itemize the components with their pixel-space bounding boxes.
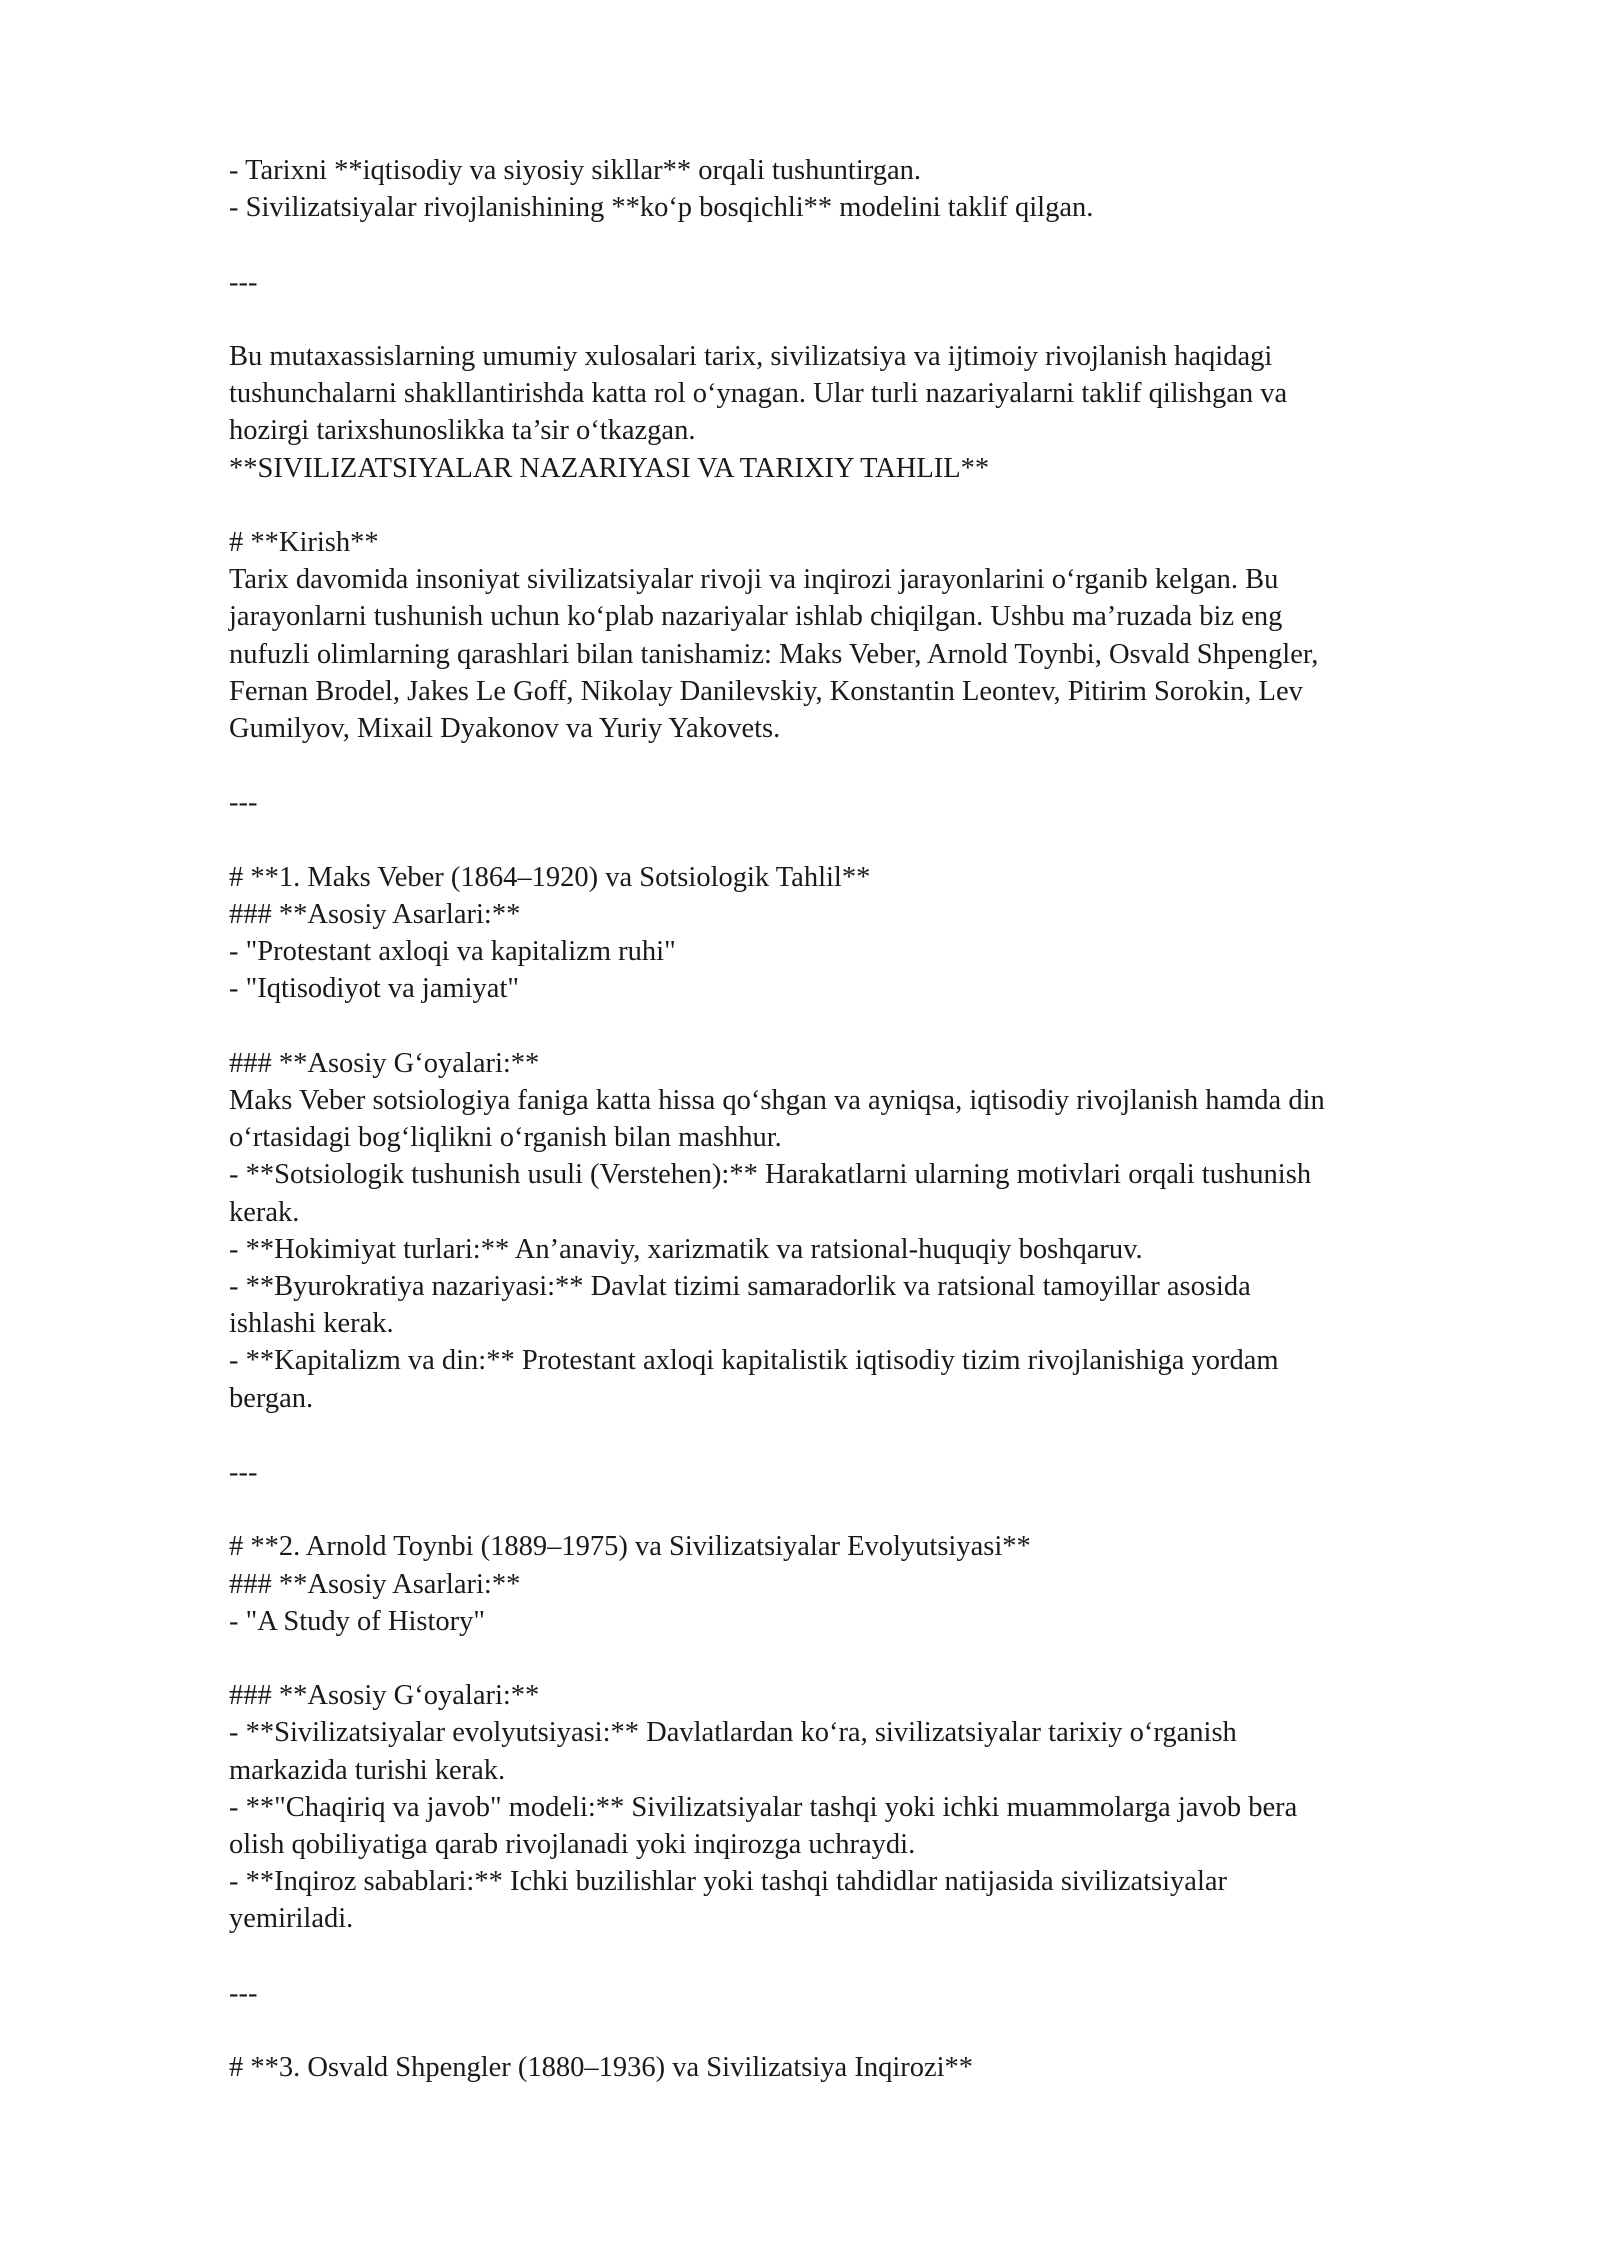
text-line: - "A Study of History" bbox=[229, 1605, 486, 1637]
text-line: - "Protestant axloqi va kapitalizm ruhi" bbox=[229, 936, 676, 968]
text-line: markazida turishi kerak. bbox=[229, 1754, 506, 1786]
text-line: **SIVILIZATSIYALAR NAZARIYASI VA TARIXIY TAHLIL** bbox=[229, 452, 990, 484]
blank-line bbox=[229, 487, 1519, 524]
text-line: ishlashi kerak. bbox=[229, 1308, 394, 1340]
blank-line bbox=[229, 1008, 1519, 1045]
blank-line bbox=[229, 747, 1519, 784]
text-line: --- bbox=[229, 787, 258, 819]
blank-line bbox=[229, 1640, 1519, 1677]
text-line: - **Hokimiyat turlari:** An’anaviy, xarizmatik va ratsional-huquqiy boshqaruv. bbox=[229, 1233, 1143, 1265]
text-line: - **Sotsiologik tushunish usuli (Verstehen):** Harakatlarni ularning motivlari orqali tushunish bbox=[229, 1159, 1312, 1191]
text-line: - **Inqiroz sabablari:** Ichki buzilishlar yoki tashqi tahdidlar natijasida sivilizatsiyalar bbox=[229, 1866, 1228, 1898]
blank-line bbox=[229, 1938, 1519, 1975]
text-line: Maks Veber sotsiologiya faniga katta hissa qo‘shgan va ayniqsa, iqtisodiy rivojlanish hamda din bbox=[229, 1084, 1325, 1116]
text-line: olish qobiliyatiga qarab rivojlanadi yoki inqirozga uchraydi. bbox=[229, 1829, 916, 1860]
text-line: # **1. Maks Veber (1864–1920) va Sotsiologik Tahlil** bbox=[229, 861, 871, 893]
text-line: - **Sivilizatsiyalar evolyutsiyasi:** Davlatlardan ko‘ra, sivilizatsiyalar tarixiy o‘rganish bbox=[229, 1717, 1237, 1749]
text-line: Fernan Brodel, Jakes Le Goff, Nikolay Danilevskiy, Konstantin Leontev, Pitirim Sorokin, Lev bbox=[229, 675, 1303, 707]
text-line: - Tarixni **iqtisodiy va siyosiy sikllar** orqali tushuntirgan. bbox=[229, 155, 921, 186]
text-line: tushunchalarni shakllantirishda katta rol o‘ynagan. Ular turli nazariyalarni taklif qilishgan va bbox=[229, 378, 1288, 410]
text-line: nufuzli olimlarning qarashlari bilan tanishamiz: Maks Veber, Arnold Toynbi, Osvald Shpengler, bbox=[229, 638, 1319, 670]
text-line: hozirgi tarixshunoslikka ta’sir o‘tkazgan. bbox=[229, 415, 696, 447]
blank-line bbox=[229, 226, 1519, 263]
text-line: ### **Asosiy Asarlari:** bbox=[229, 898, 521, 930]
blank-line bbox=[229, 1491, 1519, 1528]
text-line: # **Kirish** bbox=[229, 526, 379, 558]
text-line: Gumilyov, Mixail Dyakonov va Yuriy Yakovets. bbox=[229, 713, 781, 744]
text-line: - **Kapitalizm va din:** Protestant axloqi kapitalistik iqtisodiy tizim rivojlanishiga yordam bbox=[229, 1345, 1279, 1377]
blank-line bbox=[229, 2012, 1519, 2049]
text-line: Bu mutaxassislarning umumiy xulosalari tarix, sivilizatsiya va ijtimoiy rivojlanish haqidagi bbox=[229, 340, 1273, 372]
text-line: # **3. Osvald Shpengler (1880–1936) va Sivilizatsiya Inqirozi** bbox=[229, 2052, 974, 2084]
text-line: Tarix davomida insoniyat sivilizatsiyalar rivoji va inqirozi jarayonlarini o‘rganib kelgan. Bu bbox=[229, 564, 1279, 596]
text-line: bergan. bbox=[229, 1382, 314, 1414]
text-line: o‘rtasidagi bog‘liqlikni o‘rganish bilan mashhur. bbox=[229, 1122, 782, 1154]
document-page bbox=[229, 152, 1519, 2086]
blank-line bbox=[229, 1417, 1519, 1454]
blank-line bbox=[229, 822, 1519, 859]
text-line: ### **Asosiy G‘oyalari:** bbox=[229, 1047, 540, 1079]
text-line: --- bbox=[229, 1457, 258, 1488]
text-line: --- bbox=[229, 266, 258, 298]
text-line: ### **Asosiy G‘oyalari:** bbox=[229, 1680, 540, 1712]
text-line: yemiriladi. bbox=[229, 1903, 354, 1935]
text-line: ### **Asosiy Asarlari:** bbox=[229, 1568, 521, 1600]
text-line: --- bbox=[229, 1977, 258, 2009]
text-line: - Sivilizatsiyalar rivojlanishining **ko‘p bosqichli** modelini taklif qilgan. bbox=[229, 192, 1094, 224]
text-line: # **2. Arnold Toynbi (1889–1975) va Sivilizatsiyalar Evolyutsiyasi** bbox=[229, 1531, 1031, 1563]
blank-line bbox=[229, 301, 1519, 338]
text-line: - "Iqtisodiyot va jamiyat" bbox=[229, 973, 520, 1005]
text-line: - **Byurokratiya nazariyasi:** Davlat tizimi samaradorlik va ratsional tamoyillar asosida bbox=[229, 1271, 1251, 1302]
text-line: - **"Chaqiriq va javob" modeli:** Sivilizatsiyalar tashqi yoki ichki muammolarga javob bera bbox=[229, 1791, 1298, 1823]
text-line: jarayonlarni tushunish uchun ko‘plab nazariyalar ishlab chiqilgan. Ushbu ma’ruzada biz eng bbox=[229, 601, 1283, 633]
text-line: kerak. bbox=[229, 1196, 300, 1228]
